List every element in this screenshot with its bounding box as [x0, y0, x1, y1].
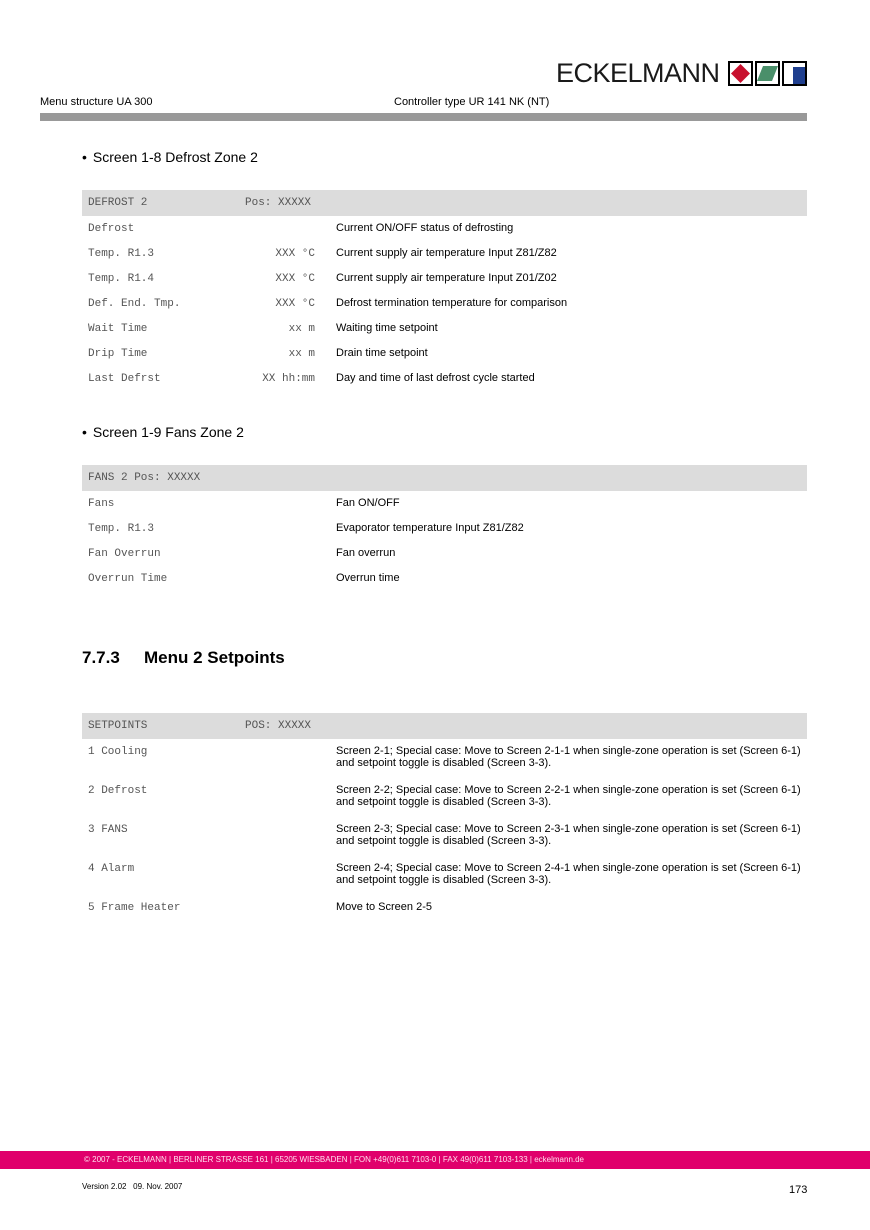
defrost-table: [82, 190, 807, 391]
row-description: Current supply air temperature Input Z01/Z02: [336, 272, 557, 284]
row-key: Temp. R1.4: [88, 273, 155, 285]
row-value: XX hh:mm: [262, 373, 315, 385]
setpoints-header-title: SETPOINTS: [88, 720, 148, 732]
eckelmann-logo: [556, 57, 807, 89]
table-row: [82, 341, 807, 366]
table-row: [82, 216, 807, 241]
table-row: [82, 266, 807, 291]
row-description: Waiting time setpoint: [336, 322, 438, 334]
row-value: xx m: [288, 348, 315, 360]
row-description: Overrun time: [336, 572, 400, 584]
row-description: Defrost termination temperature for comparison: [336, 297, 568, 309]
section-heading: [82, 648, 285, 668]
table-row: [82, 541, 807, 566]
table-row: [82, 566, 807, 591]
table-row: [82, 241, 807, 266]
footer-copyright: © 2007 - ECKELMANN | BERLINER STRASSE 161 | 65205 WIESBADEN | FON +49(0)611 7103-0 | FAX 49(0)611 7103-133 | eckelmann.de: [84, 1155, 585, 1164]
row-key: Temp. R1.3: [88, 523, 155, 535]
defrost-header-title: DEFROST 2: [88, 197, 148, 209]
row-description: Current supply air temperature Input Z81/Z82: [336, 247, 557, 259]
row-key: Last Defrst: [88, 373, 161, 385]
row-description: Drain time setpoint: [336, 347, 428, 359]
section-title: Menu 2 Setpoints: [144, 648, 285, 667]
header-divider: [40, 113, 807, 121]
row-value: xx m: [288, 323, 315, 335]
row-value: XXX °C: [275, 273, 315, 285]
row-description: Screen 2-4; Special case: Move to Screen 2-4-1 when single-zone operation is set (Screen 6-1) and setpoint toggle is disabled (Screen 3-3).: [336, 862, 801, 886]
row-description: Screen 2-3; Special case: Move to Screen 2-3-1 when single-zone operation is set (Screen 6-1) and setpoint toggle is disabled (Screen 3-3).: [336, 823, 801, 847]
defrost-table-header: [82, 190, 807, 216]
row-description: Screen 2-2; Special case: Move to Screen 2-2-1 when single-zone operation is set (Screen 6-1) and setpoint toggle is disabled (Screen 3-3).: [336, 784, 801, 808]
row-value: XXX °C: [275, 248, 315, 260]
row-description: Fan ON/OFF: [336, 497, 400, 509]
row-key: Defrost: [88, 223, 135, 235]
fans-table-header: [82, 465, 807, 491]
header-doc-title: Menu structure UA 300: [40, 96, 153, 108]
table-row: [82, 778, 807, 817]
logo-red-diamond-icon: [728, 61, 753, 86]
bullet-defrost-zone-2: • Screen 1-8 Defrost Zone 2: [82, 149, 258, 165]
row-key: Fans: [88, 498, 115, 510]
row-key: Drip Time: [88, 348, 148, 360]
section-number: 7.7.3: [82, 648, 120, 667]
row-key: Wait Time: [88, 323, 148, 335]
row-description: Screen 2-1; Special case: Move to Screen 2-1-1 when single-zone operation is set (Screen 6-1) and setpoint toggle is disabled (Screen 3-3).: [336, 745, 801, 769]
header-controller-type: Controller type UR 141 NK (NT): [394, 96, 550, 108]
footer-bar: [0, 1151, 870, 1169]
row-key: Def. End. Tmp.: [88, 298, 181, 310]
row-key: 3 FANS: [88, 824, 128, 836]
bullet-fans-zone-2: • Screen 1-9 Fans Zone 2: [82, 424, 244, 440]
table-row: [82, 291, 807, 316]
table-row: [82, 856, 807, 895]
setpoints-header-pos: POS: XXXXX: [245, 720, 312, 732]
defrost-header-pos: Pos: XXXXX: [245, 197, 312, 209]
setpoints-table: [82, 713, 807, 920]
version-info: Version 2.02 09. Nov. 2007: [82, 1182, 183, 1191]
fans-table: [82, 465, 807, 591]
row-key: 1 Cooling: [88, 746, 148, 758]
logo-text: ECKELMANN: [556, 57, 720, 88]
row-key: 5 Frame Heater: [88, 902, 181, 914]
table-row: [82, 895, 807, 920]
row-key: 4 Alarm: [88, 863, 135, 875]
table-row: [82, 817, 807, 856]
table-row: [82, 316, 807, 341]
table-row: [82, 739, 807, 778]
logo-marks: [726, 61, 807, 86]
row-description: Evaporator temperature Input Z81/Z82: [336, 522, 524, 534]
row-description: Move to Screen 2-5: [336, 901, 432, 913]
table-row: [82, 516, 807, 541]
row-key: Temp. R1.3: [88, 248, 155, 260]
fans-header-title: FANS 2 Pos: XXXXX: [88, 472, 201, 484]
row-description: Fan overrun: [336, 547, 396, 559]
setpoints-table-header: [82, 713, 807, 739]
table-row: [82, 491, 807, 516]
logo-blue-square-icon: [782, 61, 807, 86]
row-description: Current ON/OFF status of defrosting: [336, 222, 514, 234]
row-value: XXX °C: [275, 298, 315, 310]
row-key: Overrun Time: [88, 573, 168, 585]
page-number: 173: [789, 1184, 808, 1196]
row-key: 2 Defrost: [88, 785, 148, 797]
logo-green-parallelogram-icon: [755, 61, 780, 86]
row-description: Day and time of last defrost cycle started: [336, 372, 535, 384]
row-key: Fan Overrun: [88, 548, 161, 560]
table-row: [82, 366, 807, 391]
